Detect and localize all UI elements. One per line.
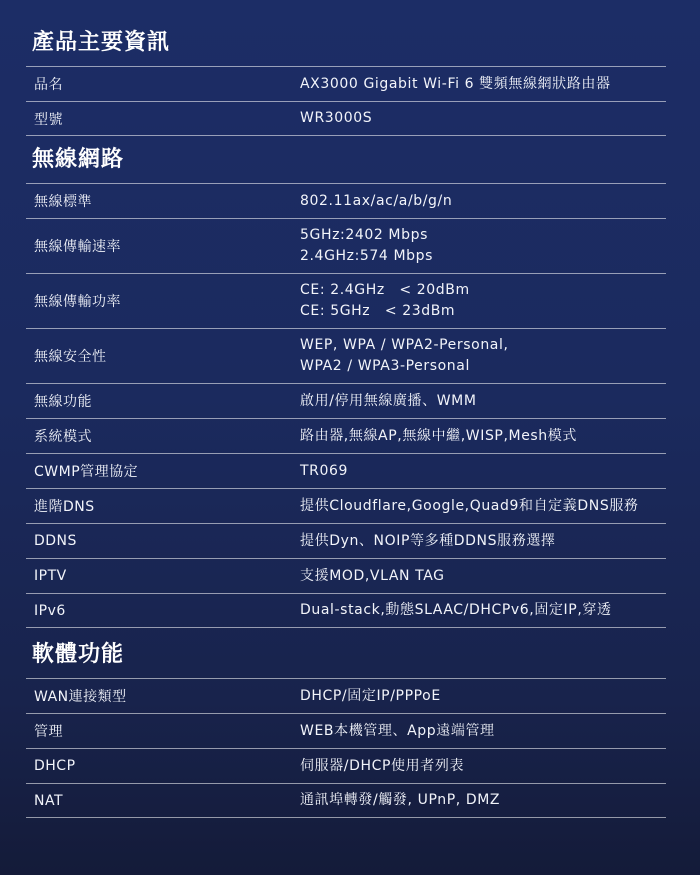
spec-label: 無線安全性 bbox=[34, 349, 107, 365]
spec-label: IPv6 bbox=[34, 602, 66, 619]
spec-table bbox=[26, 678, 666, 818]
spec-label: 無線傳輸功率 bbox=[34, 294, 121, 310]
spec-row-model bbox=[26, 101, 666, 136]
spec-row-wireless-speed bbox=[26, 218, 666, 273]
spec-label: 品名 bbox=[34, 77, 63, 93]
spec-label: 系統模式 bbox=[34, 429, 92, 445]
spec-label: 管理 bbox=[34, 724, 63, 740]
spec-value: 支援MOD,VLAN TAG bbox=[300, 567, 445, 584]
section-product-info bbox=[26, 28, 666, 136]
spec-table bbox=[26, 183, 666, 628]
spec-row-wan-type bbox=[26, 678, 666, 713]
spec-table bbox=[26, 66, 666, 136]
spec-value: CE: 2.4GHz < 20dBm CE: 5GHz < 23dBm bbox=[300, 282, 470, 319]
spec-label: NAT bbox=[34, 792, 64, 809]
spec-value: 提供Cloudflare,Google,Quad9和自定義DNS服務 bbox=[300, 497, 639, 514]
spec-label: CWMP管理協定 bbox=[34, 464, 139, 480]
spec-label: 型號 bbox=[34, 111, 63, 128]
spec-value: TR069 bbox=[300, 462, 349, 479]
spec-row-cwmp bbox=[26, 453, 666, 488]
spec-value: DHCP/固定IP/PPPoE bbox=[300, 687, 441, 704]
spec-row-product-name bbox=[26, 66, 666, 101]
spec-value: 802.11ax/ac/a/b/g/n bbox=[300, 192, 453, 209]
spec-label: DDNS bbox=[34, 533, 77, 549]
spec-value: 路由器,無線AP,無線中繼,WISP,Mesh模式 bbox=[300, 427, 577, 444]
spec-row-advanced-dns bbox=[26, 488, 666, 523]
spec-value: AX3000 Gigabit Wi-Fi 6 雙頻無線網狀路由器 bbox=[300, 75, 611, 92]
section-software bbox=[26, 640, 666, 818]
spec-row-wireless-security bbox=[26, 328, 666, 383]
spec-value: 啟用/停用無線廣播、WMM bbox=[300, 392, 477, 409]
spec-label: 無線傳輸速率 bbox=[34, 239, 121, 255]
spec-row-wireless-standard bbox=[26, 183, 666, 218]
spec-value: 提供Dyn、NOIP等多種DDNS服務選擇 bbox=[300, 532, 556, 549]
spec-row-dhcp bbox=[26, 748, 666, 783]
spec-label: DHCP bbox=[34, 758, 76, 774]
spec-value: Dual-stack,動態SLAAC/DHCPv6,固定IP,穿透 bbox=[300, 602, 612, 618]
spec-value: WEP, WPA / WPA2-Personal, WPA2 / WPA3-Personal bbox=[300, 337, 509, 374]
spec-row-nat bbox=[26, 783, 666, 818]
spec-label: 進階DNS bbox=[34, 499, 95, 515]
spec-value: WR3000S bbox=[300, 110, 373, 126]
spec-label: IPTV bbox=[34, 568, 67, 584]
section-wireless bbox=[26, 145, 666, 628]
spec-label: 無線標準 bbox=[34, 194, 92, 210]
spec-row-wireless-function bbox=[26, 383, 666, 418]
spec-row-ipv6 bbox=[26, 593, 666, 628]
spec-row-ddns bbox=[26, 523, 666, 558]
spec-label: WAN連接類型 bbox=[34, 689, 127, 705]
spec-value: 伺服器/DHCP使用者列表 bbox=[300, 757, 465, 774]
section-title: 無線網路 bbox=[32, 147, 125, 172]
spec-value: 5GHz:2402 Mbps 2.4GHz:574 Mbps bbox=[300, 227, 434, 264]
spec-label: 無線功能 bbox=[34, 394, 92, 410]
spec-row-wireless-power bbox=[26, 273, 666, 328]
spec-row-iptv bbox=[26, 558, 666, 593]
spec-row-system-mode bbox=[26, 418, 666, 453]
section-title: 產品主要資訊 bbox=[32, 30, 171, 55]
spec-value: WEB本機管理、App遠端管理 bbox=[300, 722, 495, 739]
spec-value: 通訊埠轉發/觸發, UPnP, DMZ bbox=[300, 792, 501, 808]
section-title: 軟體功能 bbox=[32, 642, 125, 667]
spec-row-management bbox=[26, 713, 666, 748]
